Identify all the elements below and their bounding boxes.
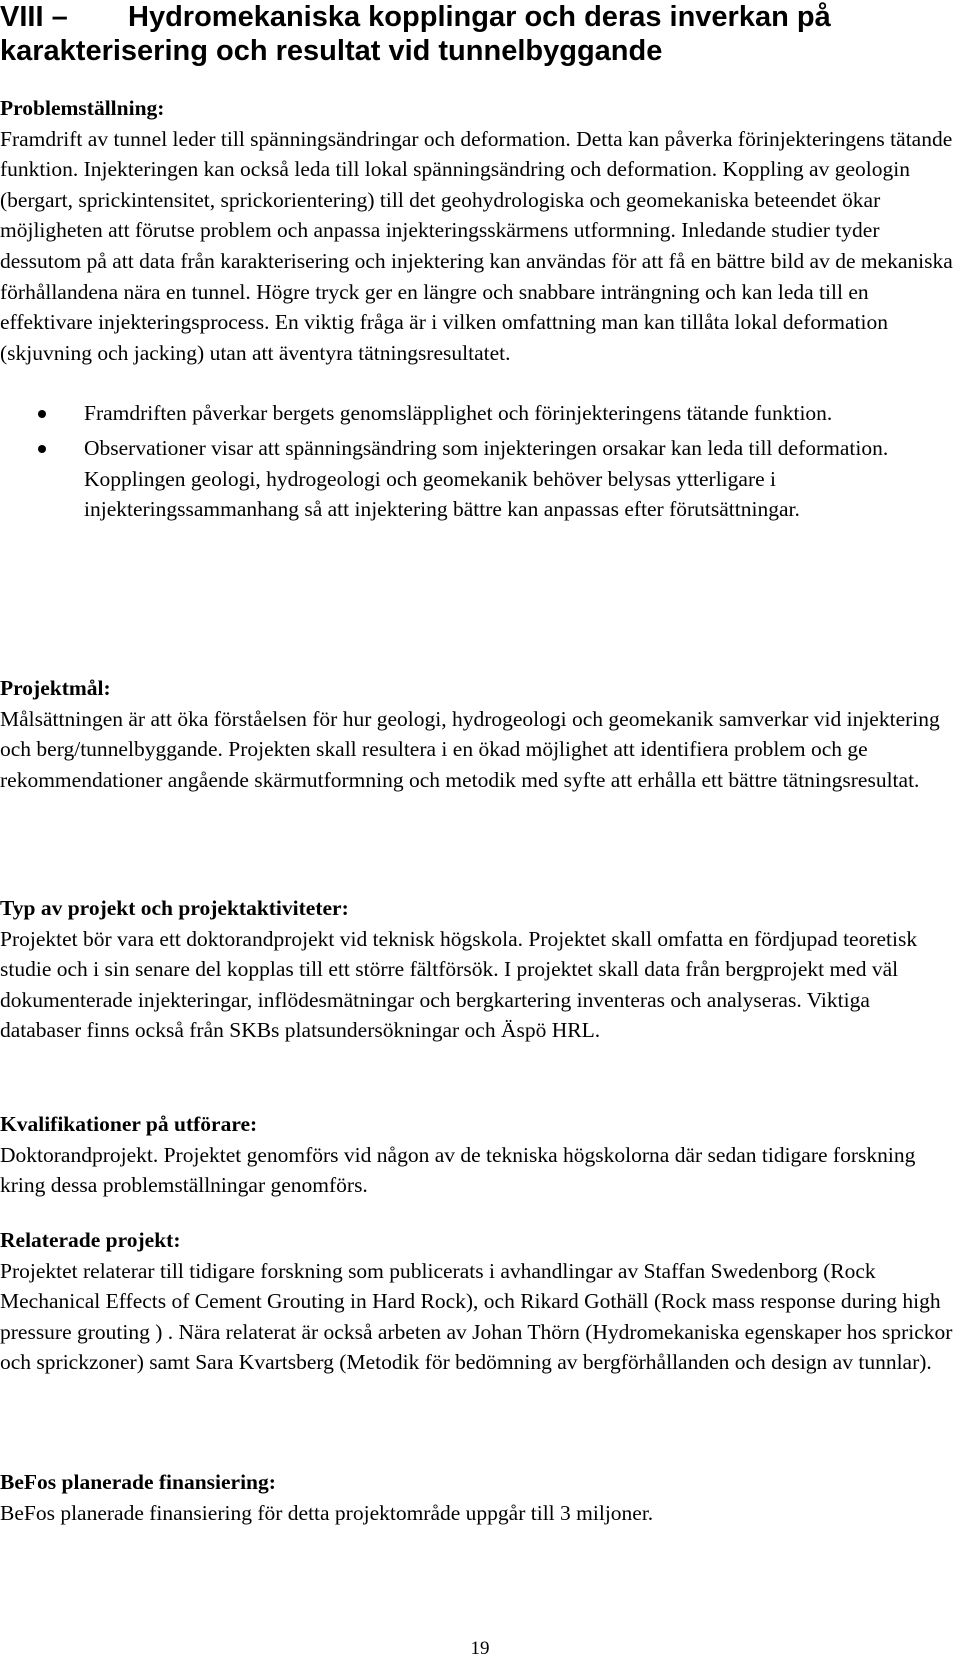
section-qualifications-text: Doktorandprojekt. Projektet genomförs vid någon av de tekniska högskolorna där sedan tidigare forskning kring dessa problemställningar genomförs.: [0, 1142, 916, 1198]
section-related-heading: Relaterade projekt:: [0, 1228, 181, 1252]
section-problem-heading: Problemställning:: [0, 96, 165, 120]
section-problem-text: Framdrift av tunnel leder till spänningsändringar och deformation. Detta kan påverka förinjekteringens tätande funktion. Injekteringen kan också leda till lokal spänningsändring och deformation. Koppling av geologin (bergart, sprickintensitet, sprickorientering) till det geohydrologiska och geomekaniska beteendet ökar möjligheten att förutse problem och anpassa injekteringsskärmens utformning. Inledande studier tyder dessutom på att data från karakterisering och injektering kan användas för att få en bättre bild av de mekaniska förhållandena nära en tunnel. Högre tryck ger en längre och snabbare inträngning och kan leda till en effektivare injekteringsprocess. En viktig fråga är i vilken omfattning man kan tillåta lokal deformation (skjuvning och jacking) utan att äventyra tätningsresultatet.: [0, 126, 953, 365]
bullet-icon: [38, 410, 46, 418]
section-problem: [0, 93, 955, 529]
chapter-heading: [0, 0, 940, 68]
section-goal: [0, 673, 955, 795]
section-qualifications: [0, 1109, 955, 1201]
section-funding-text: BeFos planerade finansiering för detta projektområde uppgår till 3 miljoner.: [0, 1500, 654, 1525]
section-qualifications-heading: Kvalifikationer på utförare:: [0, 1112, 258, 1136]
chapter-title: Hydromekaniska kopplingar och deras inverkan på karakterisering och resultat vid tunnelbyggande: [0, 1, 831, 67]
section-related-text: Projektet relaterar till tidigare forskning som publicerats i avhandlingar av Staffan Swedenborg (Rock Mechanical Effects of Cement Grouting in Hard Rock), och Rikard Gothäll (Rock mass response during high pressure grouting ) . Nära relaterat är också arbeten av Johan Thörn (Hydromekaniska egenskaper hos sprickor och sprickzoner) samt Sara Kvartsberg (Metodik för bedömning av bergförhållanden och design av tunnlar).: [0, 1258, 953, 1375]
section-type-heading: Typ av projekt och projektaktiviteter:: [0, 896, 349, 920]
bullet-text: Observationer visar att spänningsändring som injekteringen orsakar kan leda till deformation. Kopplingen geologi, hydrogeologi och geomekanik behöver belysas ytterligare i injekteringssammanhang så att injektering bättre kan anpassas efter förutsättningar.: [84, 435, 889, 522]
problem-bullet-list: [0, 398, 955, 524]
section-type: [0, 893, 955, 1046]
section-funding-heading: BeFos planerade finansiering:: [0, 1470, 276, 1494]
bullet-item: [0, 433, 955, 525]
section-related: [0, 1225, 955, 1378]
bullet-item: [0, 398, 955, 429]
chapter-number: VIII –: [0, 1, 68, 33]
bullet-icon: [38, 445, 46, 453]
page-number: 19: [470, 1638, 490, 1659]
section-goal-text: Målsättningen är att öka förståelsen för hur geologi, hydrogeologi och geomekanik samverkar vid injektering och berg/tunnelbyggande. Projekten skall resultera i en ökad möjlighet att identifiera problem och ge rekommendationer angående skärmutformning och metodik med syfte att erhålla ett bättre tätningsresultat.: [0, 706, 940, 792]
section-funding: [0, 1467, 955, 1528]
section-goal-heading: Projektmål:: [0, 676, 111, 700]
section-type-text: Projektet bör vara ett doktorandprojekt vid teknisk högskola. Projektet skall omfatta en fördjupad teoretisk studie och i sin senare del kopplas till ett större fältförsök. I projektet skall data från bergprojekt med väl dokumenterade injekteringar, inflödesmätningar och bergkartering inventeras och analyseras. Viktiga databaser finns också från SKBs platsundersökningar och Äspö HRL.: [0, 926, 918, 1043]
bullet-text: Framdriften påverkar bergets genomsläpplighet och förinjekteringens tätande funktion.: [84, 401, 833, 426]
